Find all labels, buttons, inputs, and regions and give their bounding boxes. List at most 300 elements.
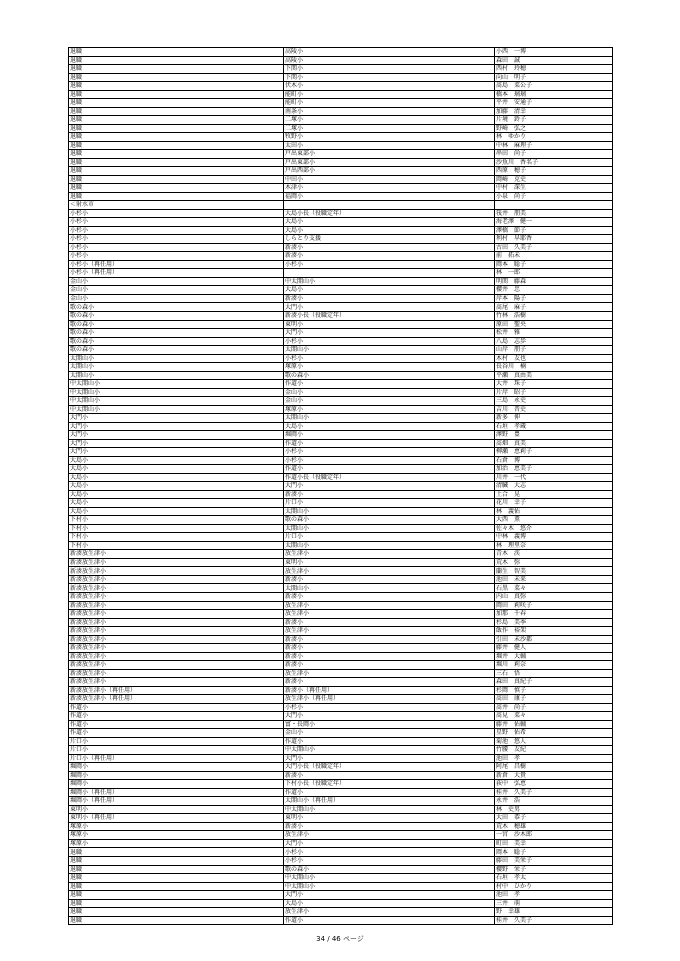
new-school-cell [284, 269, 495, 278]
former-school-cell: 退職 [69, 99, 284, 108]
table-row [69, 456, 613, 465]
former-school-cell: 塚原小 [69, 831, 284, 840]
former-school-cell: 退職 [69, 158, 284, 167]
table-row [69, 593, 613, 602]
former-school-cell: 大島小 [69, 456, 284, 465]
person-name-cell: 星野 佑希 [495, 729, 613, 738]
former-school-cell: 片口小 [69, 737, 284, 746]
person-name-cell: 橋本 璃璃 [495, 90, 613, 99]
table-row [69, 184, 613, 193]
new-school-cell: 塚原小 [284, 405, 495, 414]
former-school-cell: 作道小 [69, 729, 284, 738]
table-row [69, 575, 613, 584]
new-school-cell: 小杉小 [284, 354, 495, 363]
former-school-cell: 退職 [69, 874, 284, 883]
table-row [69, 618, 613, 627]
new-school-cell: 太閤山小（再任用） [284, 797, 495, 806]
former-school-cell: 退職 [69, 107, 284, 116]
table-row [69, 686, 613, 695]
table-row [69, 865, 613, 874]
new-school-cell: 新湊小 [284, 652, 495, 661]
table-row [69, 116, 613, 125]
new-school-cell: 塚原小 [284, 363, 495, 372]
table-row [69, 550, 613, 559]
table-row [69, 746, 613, 755]
person-name-cell: 岡崎 克史 [495, 175, 613, 184]
person-name-cell: 町田 美幸 [495, 839, 613, 848]
person-name-cell: 小西 一博 [495, 48, 613, 57]
former-school-cell: 大島小 [69, 499, 284, 508]
table-row [69, 524, 613, 533]
former-school-cell: 小杉小 [69, 209, 284, 218]
table-row [69, 150, 613, 159]
person-name-cell: 藤井 健人 [495, 644, 613, 653]
table-row [69, 601, 613, 610]
former-school-cell: 新湊放生津小 [69, 550, 284, 559]
new-school-cell: 新湊小 [284, 644, 495, 653]
former-school-cell: 堀岡小（再任用） [69, 797, 284, 806]
person-name-cell: 川井 一代 [495, 473, 613, 482]
table-row [69, 754, 613, 763]
new-school-cell: 金山小 [284, 388, 495, 397]
former-school-cell: 作道小 [69, 712, 284, 721]
person-name-cell: 澤橋 節子 [495, 226, 613, 235]
new-school-cell: 大門小長（役職定年） [284, 763, 495, 772]
table-row [69, 346, 613, 355]
person-name-cell: 新多 伸 [495, 414, 613, 423]
person-name-cell: 中林 義博 [495, 533, 613, 542]
table-row [69, 141, 613, 150]
former-school-cell: 大島小 [69, 473, 284, 482]
person-name-cell: 髙島 菜公子 [495, 82, 613, 91]
table-row [69, 269, 613, 278]
former-school-cell: 塚原小 [69, 839, 284, 848]
table-row [69, 363, 613, 372]
table-row [69, 627, 613, 636]
table-row [69, 175, 613, 184]
person-name-cell: 新倉 大貴 [495, 771, 613, 780]
new-school-cell: 南条小 [284, 107, 495, 116]
table-row [69, 226, 613, 235]
former-school-cell: 歌の森小 [69, 337, 284, 346]
table-row [69, 908, 613, 917]
new-school-cell: 放生津小 [284, 601, 495, 610]
person-name-cell: 清臓 大志 [495, 482, 613, 491]
former-school-cell: 堀岡小 [69, 763, 284, 772]
table-row [69, 737, 613, 746]
person-name-cell: 森田 誠 [495, 56, 613, 65]
table-row [69, 541, 613, 550]
table-row [69, 311, 613, 320]
former-school-cell: 塚原小 [69, 822, 284, 831]
table-row [69, 65, 613, 74]
new-school-cell: 大島小 [284, 226, 495, 235]
new-school-cell: 能町小 [284, 90, 495, 99]
former-school-cell: 作道小 [69, 720, 284, 729]
former-school-cell: 堀岡小 [69, 780, 284, 789]
table-row [69, 507, 613, 516]
former-school-cell: 下村小 [69, 524, 284, 533]
table-row [69, 235, 613, 244]
new-school-cell: 新湊小 [284, 618, 495, 627]
person-name-cell: 池田 孝 [495, 891, 613, 900]
new-school-cell: 戸出東部小 [284, 150, 495, 159]
new-school-cell: 新湊小 [284, 243, 495, 252]
former-school-cell: 金山小 [69, 277, 284, 286]
table-row [69, 610, 613, 619]
person-name-cell: 木村 友也 [495, 354, 613, 363]
new-school-cell: 大門小 [284, 839, 495, 848]
new-school-cell: 中田小 [284, 175, 495, 184]
new-school-cell: 下関小 [284, 73, 495, 82]
table-row [69, 56, 613, 65]
new-school-cell: 戸出西部小 [284, 167, 495, 176]
former-school-cell: 大島小 [69, 507, 284, 516]
table-row [69, 218, 613, 227]
former-school-cell: 堀岡小 [69, 771, 284, 780]
former-school-cell: 東明小（再任用） [69, 814, 284, 823]
table-row [69, 482, 613, 491]
person-name-cell: 小泉 尚子 [495, 192, 613, 201]
person-name-cell: 杉岡 慎子 [495, 686, 613, 695]
former-school-cell: 退職 [69, 899, 284, 908]
table-row [69, 354, 613, 363]
new-school-cell: 戸出東部小 [284, 158, 495, 167]
new-school-cell: 大島小 [284, 218, 495, 227]
person-name-cell: 西村 玲穂 [495, 65, 613, 74]
new-school-cell: 小杉小 [284, 456, 495, 465]
person-name-cell: 海老澤 健一 [495, 218, 613, 227]
new-school-cell: 片口小 [284, 533, 495, 542]
former-school-cell: 新湊放生津小 [69, 610, 284, 619]
person-name-cell: 花川 幸子 [495, 499, 613, 508]
new-school-cell: 福岡小 [284, 192, 495, 201]
former-school-cell: 退職 [69, 124, 284, 133]
former-school-cell: 新湊放生津小 [69, 558, 284, 567]
person-name-cell: 荒木 穂雄 [495, 822, 613, 831]
table-row [69, 695, 613, 704]
table-row [69, 243, 613, 252]
person-name-cell: 澤野 豊 [495, 431, 613, 440]
person-name-cell: 飯作 裕架 [495, 627, 613, 636]
table-row [69, 558, 613, 567]
former-school-cell: 新湊放生津小 [69, 652, 284, 661]
former-school-cell: 新湊放生津小 [69, 575, 284, 584]
person-name-cell: 平瀬 真由美 [495, 371, 613, 380]
former-school-cell: 小杉小 [69, 226, 284, 235]
table-row [69, 499, 613, 508]
table-row [69, 712, 613, 721]
person-name-cell: 森田 真紀子 [495, 678, 613, 687]
table-row [69, 192, 613, 201]
person-name-cell: 荻中 弘恵 [495, 780, 613, 789]
table-row [69, 252, 613, 261]
new-school-cell: 能町小 [284, 99, 495, 108]
table-row [69, 439, 613, 448]
new-school-cell [284, 201, 495, 210]
former-school-cell: 下村小 [69, 541, 284, 550]
former-school-cell: 大門小 [69, 431, 284, 440]
former-school-cell: 新湊放生津小 [69, 627, 284, 636]
person-name-cell: 池田 孝 [495, 754, 613, 763]
new-school-cell: 二塚小 [284, 116, 495, 125]
person-name-cell: 櫻野 栄子 [495, 865, 613, 874]
table-row [69, 891, 613, 900]
new-school-cell: 太閤山小 [284, 346, 495, 355]
person-name-cell: 菊池 悠人 [495, 737, 613, 746]
new-school-cell: 大門小 [284, 891, 495, 900]
person-name-cell: 片岸 昭子 [495, 388, 613, 397]
person-name-cell: 利村 早耶香 [495, 235, 613, 244]
former-school-cell: 退職 [69, 116, 284, 125]
person-name-cell: 大井 珠子 [495, 380, 613, 389]
new-school-cell: 作道小長（役職定年） [284, 473, 495, 482]
table-row [69, 405, 613, 414]
new-school-cell: 大島小長（役職定年） [284, 209, 495, 218]
table-row [69, 99, 613, 108]
table-row [69, 320, 613, 329]
person-name-cell: 吉川 晋史 [495, 405, 613, 414]
table-row [69, 635, 613, 644]
former-school-cell: 歌の森小 [69, 320, 284, 329]
new-school-cell: 小杉小 [284, 448, 495, 457]
table-row [69, 124, 613, 133]
table-row [69, 882, 613, 891]
new-school-cell: 太閤山小 [284, 414, 495, 423]
table-row [69, 158, 613, 167]
table-row [69, 848, 613, 857]
former-school-cell: 金山小 [69, 294, 284, 303]
new-school-cell: 金山小 [284, 397, 495, 406]
table-row [69, 414, 613, 423]
new-school-cell: 高陵小 [284, 56, 495, 65]
new-school-cell: 二塚小 [284, 124, 495, 133]
new-school-cell: 中太閤山小 [284, 882, 495, 891]
table-row [69, 133, 613, 142]
new-school-cell: 片口小 [284, 499, 495, 508]
table-row [69, 82, 613, 91]
table-row [69, 473, 613, 482]
person-name-cell: 藤井 佑輔 [495, 720, 613, 729]
person-name-cell: 原田 聖央 [495, 320, 613, 329]
new-school-cell: 太閤山小 [284, 524, 495, 533]
former-school-cell: 新湊放生津小（再任用） [69, 686, 284, 695]
table-row [69, 388, 613, 397]
person-name-cell: 内山 真弥 [495, 593, 613, 602]
former-school-cell: 退職 [69, 73, 284, 82]
table-row [69, 729, 613, 738]
new-school-cell: 新湊小 [284, 294, 495, 303]
person-name-cell: 林 史男 [495, 805, 613, 814]
person-name-cell: 髙見 菜々 [495, 712, 613, 721]
new-school-cell: 中太閤山小 [284, 805, 495, 814]
new-school-cell: 下村小長（役職定年） [284, 780, 495, 789]
person-name-cell: 堀川 莉奈 [495, 661, 613, 670]
former-school-cell: 片口小（再任用） [69, 754, 284, 763]
new-school-cell: 新湊小 [284, 635, 495, 644]
former-school-cell: 新湊放生津小 [69, 584, 284, 593]
new-school-cell: 金山小 [284, 729, 495, 738]
former-school-cell: 退職 [69, 865, 284, 874]
person-name-cell: 長谷川 楠 [495, 363, 613, 372]
person-name-cell: 荒木 弥 [495, 558, 613, 567]
former-school-cell: 大門小 [69, 439, 284, 448]
new-school-cell: 大門小 [284, 482, 495, 491]
person-name-cell: 串田 尚子 [495, 150, 613, 159]
new-school-cell: 東明小 [284, 558, 495, 567]
table-row [69, 788, 613, 797]
person-name-cell: 西原 穂子 [495, 167, 613, 176]
person-name-cell: 山岸 朋子 [495, 346, 613, 355]
former-school-cell: 小杉小（再任用） [69, 269, 284, 278]
former-school-cell: 退職 [69, 133, 284, 142]
new-school-cell: 大島小 [284, 422, 495, 431]
new-school-cell: 東明小 [284, 814, 495, 823]
person-name-cell: 沙魚川 香名子 [495, 158, 613, 167]
new-school-cell: 放生津小 [284, 567, 495, 576]
table-row [69, 465, 613, 474]
person-name-cell: 林 義佑 [495, 507, 613, 516]
former-school-cell: 退職 [69, 175, 284, 184]
new-school-cell: 中太閤山小 [284, 874, 495, 883]
page-footer [0, 934, 680, 944]
new-school-cell: 作道小 [284, 788, 495, 797]
table-row [69, 490, 613, 499]
person-name-cell: 明関 藤森 [495, 277, 613, 286]
new-school-cell: 作道小 [284, 737, 495, 746]
person-name-cell: 三石 悟 [495, 669, 613, 678]
new-school-cell: 新湊小 [284, 490, 495, 499]
former-school-cell: 太閤山小 [69, 363, 284, 372]
new-school-cell: 放生津小 [284, 908, 495, 917]
person-name-cell: 櫻井 忠 [495, 286, 613, 295]
person-name-cell: 髙尾 麻子 [495, 303, 613, 312]
new-school-cell: 小杉小 [284, 848, 495, 857]
former-school-cell: 新湊放生津小 [69, 661, 284, 670]
new-school-cell: 太閤山小 [284, 584, 495, 593]
person-name-cell: 野 幸雄 [495, 908, 613, 917]
former-school-cell: 退職 [69, 82, 284, 91]
former-school-cell: 退職 [69, 141, 284, 150]
table-row [69, 678, 613, 687]
former-school-cell: 退職 [69, 90, 284, 99]
person-name-cell: 池田 未来 [495, 575, 613, 584]
person-name-cell: 松井 雅 [495, 329, 613, 338]
person-name-cell: 向山 明子 [495, 73, 613, 82]
person-name-cell: 林 ゆかり [495, 133, 613, 142]
person-name-cell: 三島 永史 [495, 397, 613, 406]
former-school-cell: 退職 [69, 882, 284, 891]
former-school-cell: 歌の森小 [69, 303, 284, 312]
table-row [69, 771, 613, 780]
table-row [69, 48, 613, 57]
new-school-cell: 歌の森小 [284, 516, 495, 525]
former-school-cell: 歌の森小 [69, 311, 284, 320]
former-school-cell: 小杉小（再任用） [69, 260, 284, 269]
person-name-cell: 竹腰 友紀 [495, 746, 613, 755]
former-school-cell: 新湊放生津小 [69, 593, 284, 602]
former-school-cell: 退職 [69, 848, 284, 857]
former-school-cell: 中太閤山小 [69, 397, 284, 406]
former-school-cell: 大門小 [69, 422, 284, 431]
person-name-cell: 前 拓未 [495, 252, 613, 261]
table-row [69, 201, 613, 210]
former-school-cell: 大島小 [69, 465, 284, 474]
person-name-cell: 中村 深生 [495, 184, 613, 193]
former-school-cell: 作道小 [69, 703, 284, 712]
person-name-cell: 竹林 浩樹 [495, 311, 613, 320]
former-school-cell: 退職 [69, 908, 284, 917]
new-school-cell: 作道小 [284, 465, 495, 474]
person-name-cell: 岡本 聡子 [495, 260, 613, 269]
person-name-cell: 岡田 莉咲子 [495, 601, 613, 610]
new-school-cell: 作道小 [284, 380, 495, 389]
person-name-cell: 林 理里奈 [495, 541, 613, 550]
table-row [69, 303, 613, 312]
table-row [69, 814, 613, 823]
person-name-cell: 加那 千春 [495, 610, 613, 619]
person-name-cell: 桂井 久美子 [495, 788, 613, 797]
former-school-cell: 新湊放生津小 [69, 669, 284, 678]
table-row [69, 661, 613, 670]
table-row [69, 839, 613, 848]
person-name-cell: 柳瀬 恵莉子 [495, 448, 613, 457]
new-school-cell: 大門小 [284, 303, 495, 312]
former-school-cell: 金山小 [69, 286, 284, 295]
former-school-cell: 退職 [69, 150, 284, 159]
table-row [69, 90, 613, 99]
new-school-cell: 作道小 [284, 439, 495, 448]
new-school-cell: 新湊小長（役職定年） [284, 311, 495, 320]
new-school-cell: 放生津小 [284, 550, 495, 559]
table-row [69, 286, 613, 295]
new-school-cell: 中太閤山小 [284, 746, 495, 755]
former-school-cell: 大門小 [69, 448, 284, 457]
table-row [69, 856, 613, 865]
former-school-cell: 小杉小 [69, 235, 284, 244]
personnel-table-body [69, 48, 613, 925]
table-row [69, 567, 613, 576]
person-name-cell: 阿尾 昌樹 [495, 763, 613, 772]
table-row [69, 899, 613, 908]
former-school-cell: 東明小 [69, 805, 284, 814]
table-row [69, 277, 613, 286]
table-row [69, 720, 613, 729]
former-school-cell: 大門小 [69, 414, 284, 423]
table-row [69, 167, 613, 176]
new-school-cell: 小杉小 [284, 337, 495, 346]
former-school-cell: 大島小 [69, 482, 284, 491]
table-row [69, 107, 613, 116]
table-row [69, 260, 613, 269]
new-school-cell: 歌の森小 [284, 371, 495, 380]
table-row [69, 73, 613, 82]
new-school-cell: しらとり支援 [284, 235, 495, 244]
table-row [69, 805, 613, 814]
person-name-cell: 平井 安通子 [495, 99, 613, 108]
new-school-cell: 放生津小 [284, 627, 495, 636]
table-row [69, 703, 613, 712]
person-name-cell: 桂井 久美子 [495, 916, 613, 925]
new-school-cell: 新湊小 [284, 661, 495, 670]
new-school-cell: 堀岡小 [284, 431, 495, 440]
table-row [69, 797, 613, 806]
former-school-cell: 下村小 [69, 516, 284, 525]
person-name-cell: 八島 志歩 [495, 337, 613, 346]
table-row [69, 916, 613, 925]
table-row [69, 397, 613, 406]
new-school-cell: 太閤山小 [284, 541, 495, 550]
